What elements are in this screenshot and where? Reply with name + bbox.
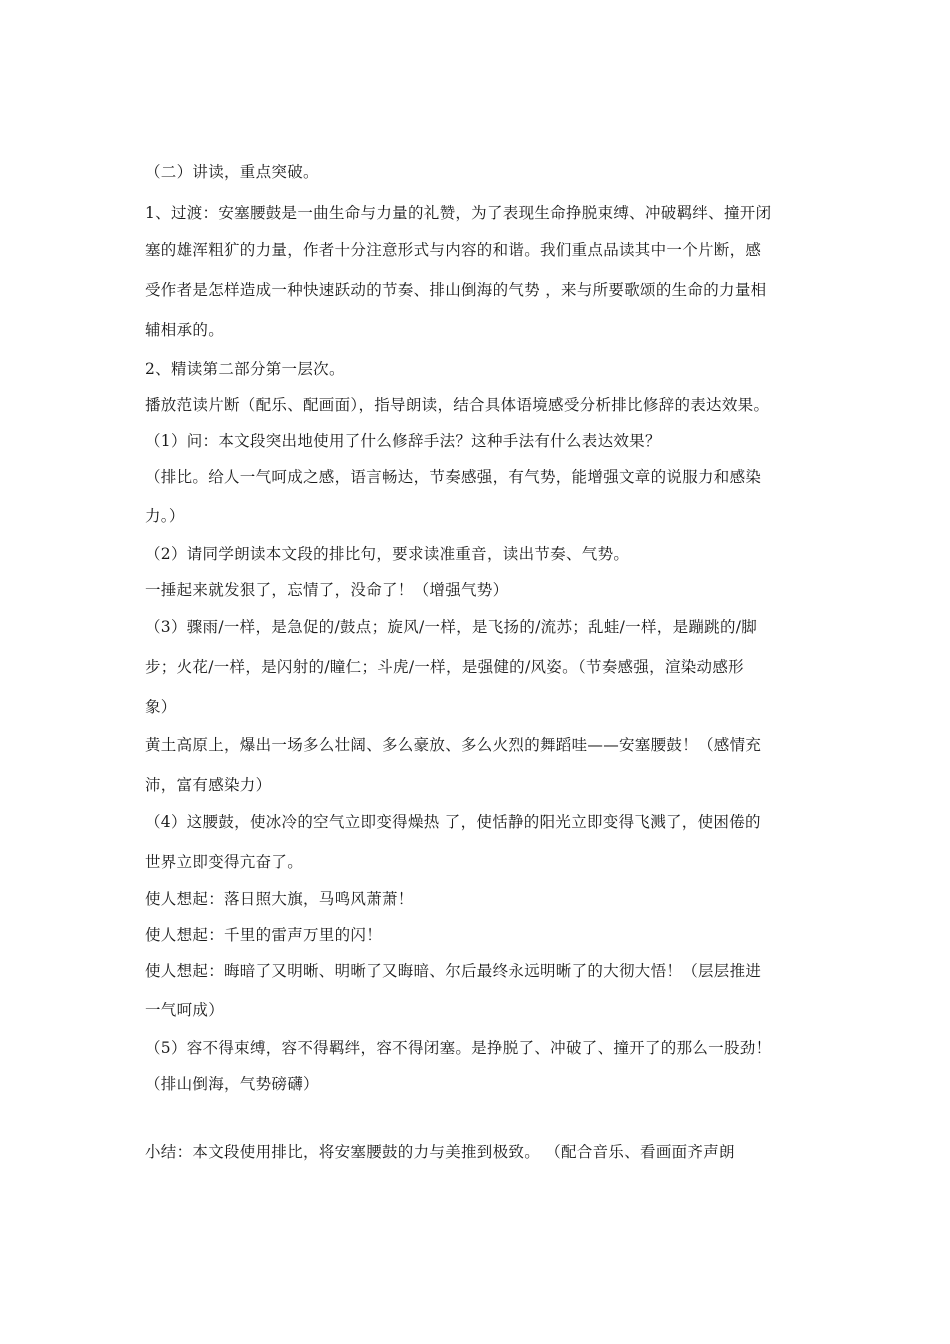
paragraph-line: （5）容不得束缚，容不得羁绊，容不得闭塞。是挣脱了、冲破了、撞开了的那么一股劲！: [145, 1039, 772, 1057]
paragraph-line: （排山倒海，气势磅礴）: [145, 1075, 319, 1093]
paragraph-line: 使人想起：落日照大旗，马鸣风萧萧！: [145, 890, 414, 908]
paragraph-line: （1）问：本文段突出地使用了什么修辞手法？这种手法有什么表达效果？: [145, 432, 661, 450]
paragraph-line: 2、精读第二部分第一层次。: [145, 360, 345, 378]
summary-line: 小结：本文段使用排比，将安塞腰鼓的力与美推到极致。 （配合音乐、看画面齐声朗: [145, 1143, 735, 1161]
paragraph-line: 1、过渡：安塞腰鼓是一曲生命与力量的礼赞，为了表现生命挣脱束缚、冲破羁绊、撞开闭: [145, 204, 772, 222]
paragraph-line: （排比。给人一气呵成之感，语言畅达，节奏感强，有气势，能增强文章的说服力和感染: [145, 468, 762, 486]
paragraph-line: 世界立即变得亢奋了。: [145, 853, 304, 871]
paragraph-line: 一气呵成）: [145, 1001, 225, 1019]
section-heading: （二）讲读，重点突破。: [145, 163, 319, 181]
paragraph-line: 黄土高原上，爆出一场多么壮阔、多么豪放、多么火烈的舞蹈哇——安塞腰鼓！（感情充: [145, 736, 762, 754]
paragraph-line: 塞的雄浑粗犷的力量，作者十分注意形式与内容的和谐。我们重点品读其中一个片断，感: [145, 241, 762, 259]
paragraph-line: 沛，富有感染力）: [145, 776, 272, 794]
paragraph-line: （3）骤雨/一样，是急促的/鼓点；旋风/一样，是飞扬的/流苏；乱蛙/一样，是蹦跳的/脚: [145, 618, 758, 636]
paragraph-line: 受作者是怎样造成一种快速跃动的节奏、排山倒海的气势 ，来与所要歌颂的生命的力量相: [145, 281, 767, 299]
paragraph-line: （4）这腰鼓，使冰冷的空气立即变得燥热 了，使恬静的阳光立即变得飞溅了，使困倦的: [145, 813, 761, 831]
paragraph-line: 辅相承的。: [145, 321, 225, 339]
paragraph-line: （2）请同学朗读本文段的排比句，要求读准重音，读出节奏、气势。: [145, 545, 630, 563]
paragraph-line: 播放范读片断（配乐、配画面），指导朗读，结合具体语境感受分析排比修辞的表达效果。: [145, 396, 770, 414]
paragraph-line: 力。）: [145, 507, 185, 525]
paragraph-line: 步；火花/一样，是闪射的/瞳仁；斗虎/一样，是强健的/风姿。（节奏感强，渲染动感形: [145, 658, 744, 676]
paragraph-line: 一捶起来就发狠了，忘情了，没命了！（增强气势）: [145, 581, 509, 599]
paragraph-line: 使人想起：千里的雷声万里的闪！: [145, 926, 383, 944]
paragraph-line: 使人想起：晦暗了又明晰、明晰了又晦暗、尔后最终永远明晰了的大彻大悟！（层层推进: [145, 962, 762, 980]
paragraph-line: 象）: [145, 698, 177, 716]
